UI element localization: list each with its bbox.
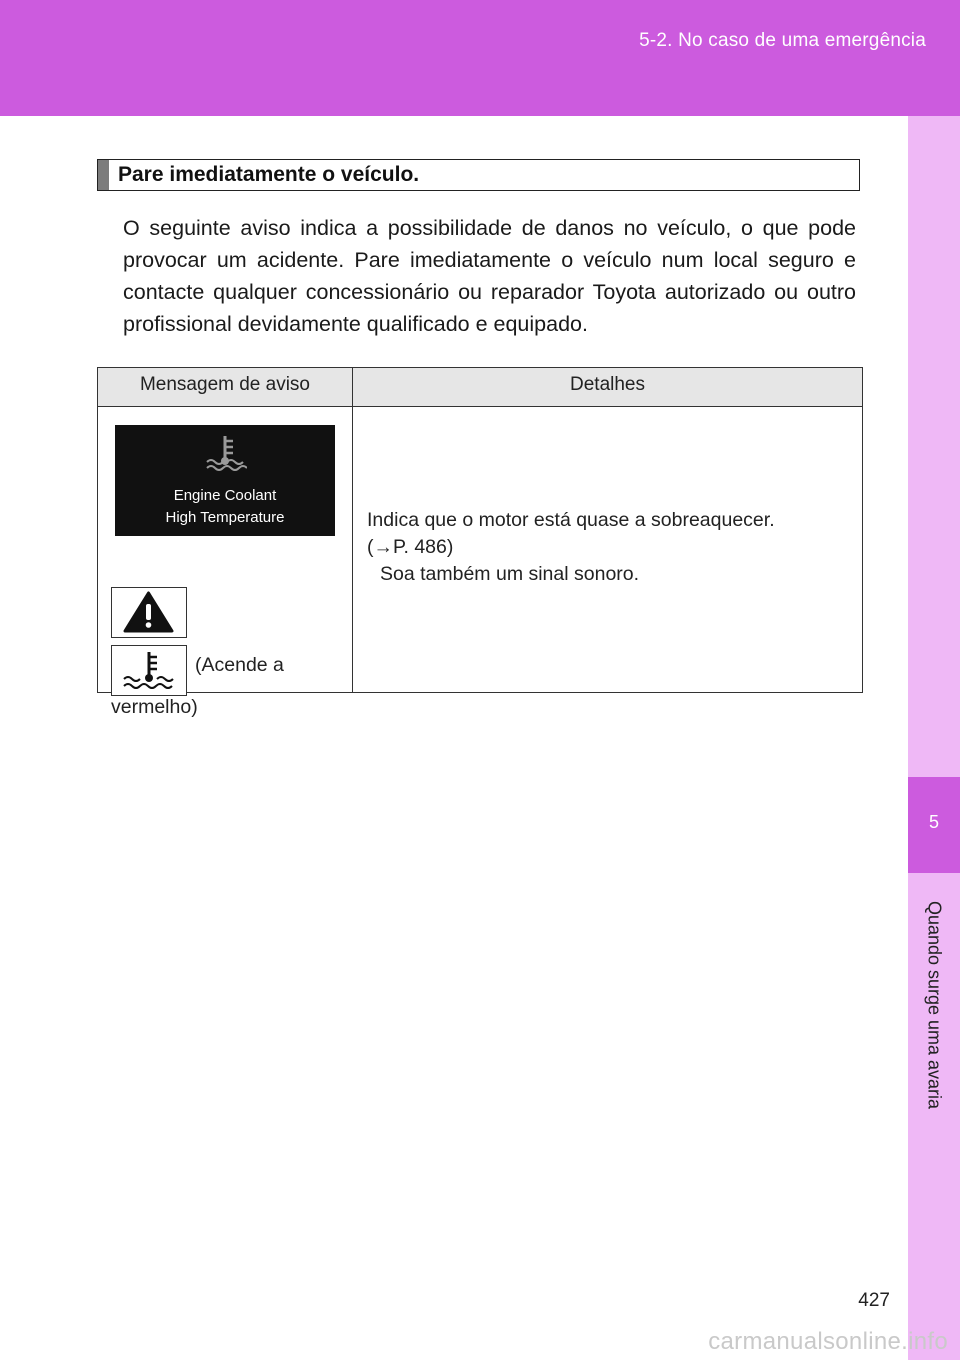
coolant-temperature-icon-box — [111, 645, 187, 696]
chapter-number: 5 — [928, 812, 939, 832]
chapter-side-tab — [908, 116, 960, 1360]
header-band — [0, 0, 960, 116]
chapter-title: Quando surge uma avaria — [924, 900, 945, 1110]
light-color-note-continued: vermelho) — [111, 696, 198, 718]
detail-line: Indica que o motor está quase a sobreaquecer. — [367, 509, 775, 531]
heading-text: Pare imediatamente o veículo. — [118, 163, 420, 186]
watermark: carmanualsonline.info — [708, 1328, 948, 1355]
table-row — [98, 407, 863, 693]
column-header-message: Mensagem de aviso — [98, 368, 353, 407]
page-reference-link[interactable]: (→P. 486) — [367, 536, 454, 558]
warning-message-cell — [98, 407, 353, 718]
column-header-details: Detalhes — [353, 368, 863, 407]
warning-triangle-icon — [112, 588, 185, 636]
dashboard-display-image — [115, 425, 335, 536]
coolant-temperature-icon — [203, 433, 247, 473]
display-line-1: Engine Coolant — [173, 487, 277, 504]
warning-triangle-icon-box — [111, 587, 187, 638]
page-number: 427 — [858, 1290, 890, 1311]
coolant-temperature-icon — [112, 646, 185, 694]
section-title: 5-2. No caso de uma emergência — [639, 30, 926, 51]
light-color-note: (Acende a — [195, 654, 284, 676]
table-header-row — [98, 368, 863, 407]
display-line-2: High Temperature — [165, 509, 285, 526]
detail-line: Soa também um sinal sonoro. — [380, 563, 640, 585]
intro-paragraph: O seguinte aviso indica a possibilidade de danos no veículo, o que pode provocar um acidente. Pare imediatamente o veículo num local seguro e contacte qualquer concessionário ou reparador Toyota autorizado ou outro profissional devidamente qualificado e equipado. — [123, 216, 856, 336]
heading-bar — [98, 160, 109, 190]
warning-details-cell — [353, 407, 863, 693]
section-heading — [97, 159, 860, 191]
warning-table — [97, 367, 863, 718]
